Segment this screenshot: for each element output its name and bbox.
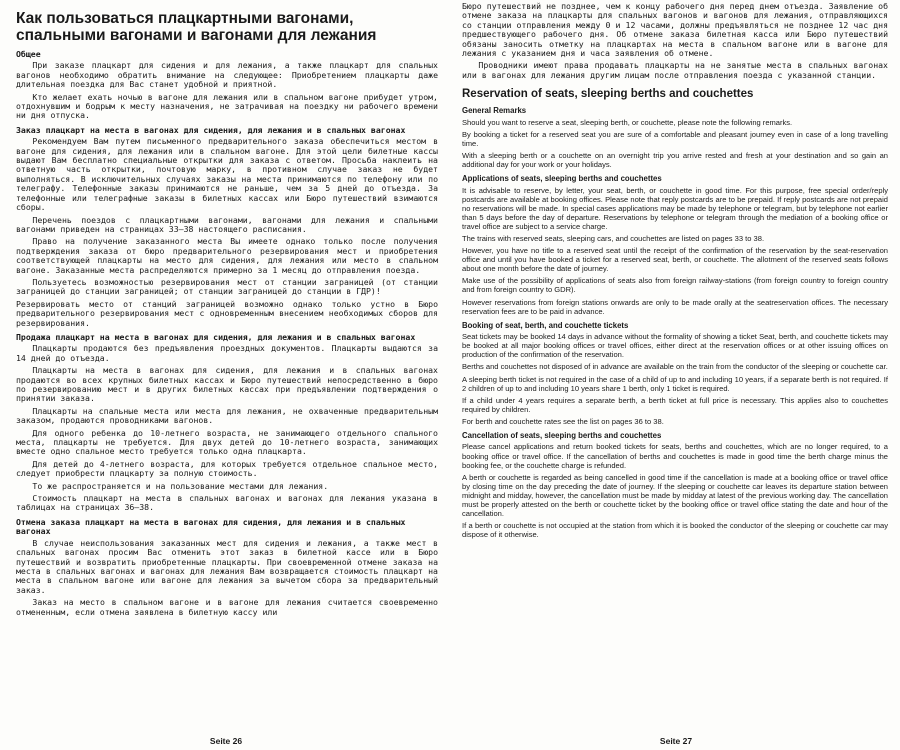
paragraph: Пользуетесь возможностью резервирования мест от станции заграницей (от станции заграницей до станции заграницей; от станции заграницей до станции в ГДР)! bbox=[16, 276, 438, 297]
paragraph: Плацкарты на места в вагонах для сидения, для лежания и в спальных вагонах продаются во всех крупных билетных кассах и Бюро путешествий непосредственно в бюро по резервированию мест и в других билетных кассах при предъявлении подтверждения о принятии заказа. bbox=[16, 365, 438, 404]
section-heading: Booking of seat, berth, and couchette tickets bbox=[462, 320, 629, 330]
paragraph: Перечень поездов с плацкартными вагонами, вагонами для лежания и спальными вагонами приведен на страницах 33—38 настоящего расписания. bbox=[16, 214, 438, 234]
russian-continuation bbox=[462, 2, 888, 80]
section-heading: Отмена заказа плацкарт на места в вагонах для сидения, для лежания и в спальных вагонах bbox=[16, 516, 406, 537]
section-heading: Общее bbox=[16, 49, 41, 59]
paragraph: Seat tickets may be booked 14 days in advance without the formality of showing a ticket Seat, berth, and couchette tickets may be booked at all major booking offices or travel offices, either direct at the reservation offices or at other issuing offices on production of the confirmation of the reservation. bbox=[462, 332, 888, 360]
page-number: Seite 26 bbox=[209, 735, 243, 746]
paragraph: A berth or couchette is regarded as being cancelled in good time if the cancellation is made at a booking office or travel office by closing time on the day preceding the date of journey. If the sleeping or couchette car leaves its departure station between midnight and midday, however, the cancellation must be made by midday at latest of the previous working day. The cancellation must be properly attested on the berth or couchette ticket by the booking office or travel office stating the date and hour of the cancellation. bbox=[462, 472, 888, 519]
paragraph: Бюро путешествий не позднее, чем к концу рабочего дня перед днем отъезда. Заявление об отмене заказа на плацкарты для спальных вагонов и вагонов для лежания, отправляющихся со станции отправления между 0 и 12 часами, должны предъявляться не позднее 12 час дня предшествующего рабочего дня. Об отмене заказа билетная касса или Бюро путешествий обязаны заносить отметку на плацкартах на места в спальном вагоне или в вагоне для лежания с указанием дня и часа заявления об отмене. bbox=[462, 1, 888, 59]
paragraph: However, you have no title to a reserved seat until the receipt of the confirmation of the reservation by the seat-reservation office and until you have booked a ticket for a reserved seat, berth, or couchette. The allotment of the reserved seats follows about one month before the date of journey. bbox=[462, 246, 888, 274]
paragraph: Стоимость плацкарт на места в спальных вагонах и вагонах для лежания указана в таблицах на страницах 36—38. bbox=[16, 493, 438, 513]
page-title-en: Reservation of seats, sleeping berths and couchettes bbox=[462, 88, 754, 101]
paragraph: Резервировать место от станций заграницей возможно однако только устно в Бюро предварительного резервирования мест с одновременным внесением необходимых сборов для резервирования. bbox=[16, 298, 438, 328]
page-title-ru: Как пользоваться плацкартными вагонами, спальными вагонами и вагонами для лежания bbox=[16, 10, 377, 44]
paragraph: Проводники имеют права продавать плацкарты на не занятые места в спальных вагонах или в вагонах для лежания другим лицам после отправления поезда с указанной станции. bbox=[462, 60, 888, 80]
paragraph: Кто желает ехать ночью в вагоне для лежания или в спальном вагоне прибудет утром, отдохнувшим и бодрым к месту назначения, не затрачивая на поездку ни рабочего времени ни дня отпуска. bbox=[16, 91, 438, 121]
right-page bbox=[452, 0, 900, 750]
paragraph: If a berth or couchette is not occupied at the station from which it is booked the conductor of the sleeping or couchette car may dispose of it otherwise. bbox=[462, 521, 888, 540]
page-number: Seite 27 bbox=[659, 736, 693, 746]
paragraph: В случае неиспользования заказанных мест для сидения и лежания, а также мест в спальных вагонах просим Вас отменить этот заказ в билетной кассе или в Бюро путешествий и возвратить приобретенные плацкарты. При своевременной отмене заказа на места в спальных вагонах и вагонах для лежания Вам возвращается стоимость плацкарт на места в спальном вагоне или вагоне для лежания за вычетом сбора за предварительный заказ. bbox=[16, 537, 438, 595]
section-heading: General Remarks bbox=[462, 106, 527, 116]
paragraph: Make use of the possibility of applications of seats also from foreign railway-stations (from foreign country to foreign country and from foreign country to GDR). bbox=[462, 276, 888, 295]
paragraph: То же распространяется и на пользование местами для лежания. bbox=[32, 480, 329, 491]
paragraph: Should you want to reserve a seat, sleeping berth, or couchette, please note the following remarks. bbox=[462, 117, 793, 127]
paragraph: Рекомендуем Вам путем письменного предварительного заказа обеспечиться местом в вагоне для сидения, для лежания или в спальном вагоне. Для этой цели билетные кассы выдают Вам бесплатно специальные открытки для заказа с ответом. Просьба наклеить на ответную часть открытки, почтовую марку, в противном случае заказ не будет выполняться. В исключительных случаях заказы на места принимаются по телефону или по телеграфу. Телефонные заказы принимаются не раньше, чем за 5 дней до отъезда. За телефонные или телеграфные заказы в билетных кассах или Бюро путешествий взимаются сборы. bbox=[16, 136, 438, 213]
english-section bbox=[462, 88, 888, 539]
paragraph: Заказ на место в спальном вагоне и в вагоне для лежания считается своевременно отмененным, если отмена заявлена в билетную кассу или bbox=[16, 597, 438, 617]
paragraph: Для детей до 4-летнего возраста, для которых требуется отдельное спальное место, следует приобрести плацкарту за полную стоимость. bbox=[16, 458, 438, 479]
section-heading: Продажа плацкарт на места в вагонах для сидения, для лежания и в спальных вагонах bbox=[16, 331, 416, 342]
paragraph: If a child under 4 years requires a separate berth, a berth ticket at full price is necessary. This applies also to couchettes required by children. bbox=[462, 395, 888, 414]
paragraph: A sleeping berth ticket is not required in the case of a child of up to and including 10 years, if a separate berth is not required. If 2 children of up to and including 10 years share 1 berth, only 1 ticket is required. bbox=[462, 374, 888, 393]
section-heading: Applications of seats, sleeping berths and couchettes bbox=[462, 174, 662, 184]
paragraph: Плацкарты на спальные места или места для лежания, не охваченные предварительным заказом, продаются проводниками вагонов. bbox=[16, 405, 438, 426]
paragraph: The trains with reserved seats, sleeping cars, and couchettes are listed on pages 33 to 38. bbox=[462, 234, 765, 243]
section-heading: Заказ плацкарт на места в вагонах для сидения, для лежания и в спальных вагонах bbox=[16, 124, 406, 135]
paragraph: With a sleeping berth or a couchette on an overnight trip you arrive rested and fresh at your destination and so gain an additional day for your work or your holidays. bbox=[462, 150, 888, 170]
paragraph: При заказе плацкарт для сидения и для лежания, а также плацкарт для спальных вагонов необходимо обратить внимание на следующее: Приобретением плацкарты даже длительная поездка для Вас станет удобной и приятной. bbox=[16, 60, 438, 90]
paragraph: It is advisable to reserve, by letter, your seat, berth, or couchette in good time. For this purpose, free special order/reply postcards are available at booking offices. Please note that reply postcards are to be prepaid. If reply postcards are not prepaid no reservations will be made. In special cases applications may be made by telephone or telegram, but by telephone not earlier than 5 days before the day of departure. Reservations by telephone or telegram through the mediation of a booking office or travel office are subject to a service charge. bbox=[462, 185, 888, 231]
paragraph: By booking a ticket for a reserved seat you are sure of a comfortable and pleasant journey even in case of a long travelling time. bbox=[462, 129, 888, 148]
paragraph: For berth and couchette rates see the list on pages 36 to 38. bbox=[462, 416, 664, 426]
paragraph: However reservations from foreign stations onwards are only to be made orally at the seatreservation offices. The necessary reservation fees are to be paid in advance. bbox=[462, 297, 888, 316]
paragraph: Berths and couchettes not disposed of in advance are available on the train from the conductor of the sleeping or couchette car. bbox=[462, 362, 888, 372]
paragraph: Право на получение заказанного места Вы имеете однако только после получения подтверждения заказа от бюро предварительного резервирования мест и приобретения соответствующей плацкарты на место для сидения, для лежания или место в спальном вагоне. Заказанные места распределяются примерно за 1 месяц до отправления поезда. bbox=[16, 236, 438, 275]
paragraph: Для одного ребенка до 10-летнего возраста, не занимающего отдельного спального места, плацкарты не требуется. Для двух детей до 10-летнего возраста, занимающих вместе одно спальное место требуется только одна плацкарта. bbox=[16, 427, 438, 457]
paragraph: Please cancel applications and return booked tickets for seats, berths and couchettes, which are no longer required, to a booking office or travel office. If the cancellation of berths and couchettes is made in good time the berth charge minus the booking fee, or the couchette charge is refunded. bbox=[462, 442, 888, 470]
paragraph: Плацкарты продаются без предъявления проездных документов. Плацкарты выдаются за 14 дней до отъезда. bbox=[16, 343, 438, 363]
section-heading: Cancellation of seats, sleeping berths and couchettes bbox=[462, 431, 662, 440]
